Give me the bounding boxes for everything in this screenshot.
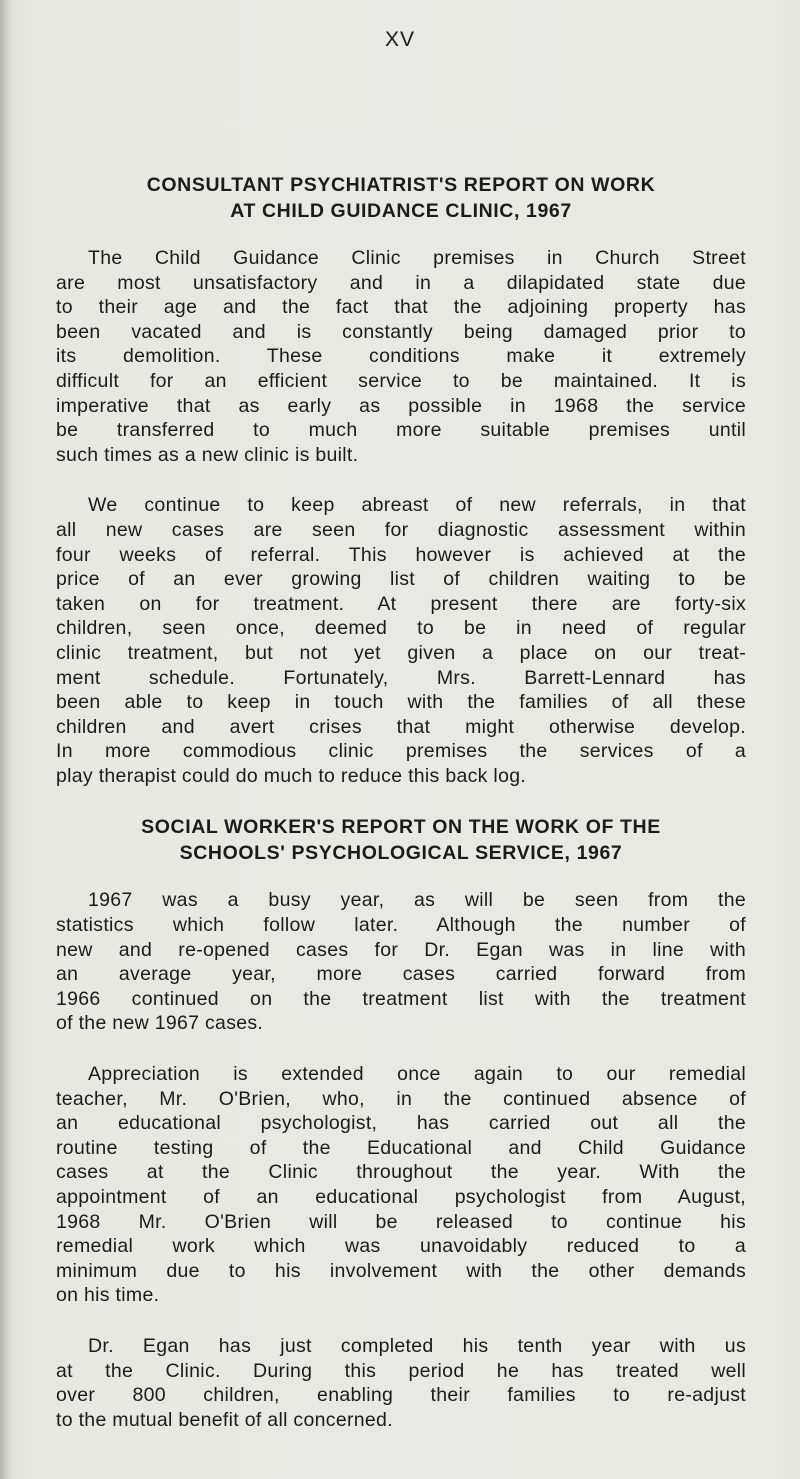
text-line: statistics which follow later. Although the number of [56, 914, 746, 937]
text-line: imperative that as early as possible in 1968 the service [56, 394, 746, 417]
text-line: 1966 continued on the treatment list with the treatment [56, 987, 746, 1010]
text-line: ment schedule. Fortunately, Mrs. Barrett-Lennard has [56, 666, 746, 689]
text-line: price of an ever growing list of children waiting to be [56, 568, 746, 591]
text-line: difficult for an efficient service to be maintained. It is [56, 369, 746, 392]
section-heading-psychiatrist [56, 172, 746, 224]
page-edge-shadow [0, 0, 10, 1479]
text-line: on his time. [56, 1284, 160, 1307]
text-line: to the mutual benefit of all concerned. [56, 1408, 393, 1431]
text-line: been able to keep in touch with the families of all these [56, 691, 746, 714]
heading-line: AT CHILD GUIDANCE CLINIC, 1967 [230, 200, 572, 222]
text-line: The Child Guidance Clinic premises in Church Street [88, 247, 746, 269]
heading-line: CONSULTANT PSYCHIATRIST'S REPORT ON WORK [146, 174, 656, 196]
page-number: XV [384, 28, 415, 51]
text-line: all new cases are seen for diagnostic assessment within [56, 518, 746, 541]
text-line: appointment of an educational psychologist from August, [56, 1186, 746, 1208]
text-line: teacher, Mr. O'Brien, who, in the continued absence of [56, 1087, 746, 1110]
paragraph-busy-year [56, 888, 746, 1036]
text-line: four weeks of referral. This however is achieved at the [56, 543, 746, 566]
text-line: Dr. Egan has just completed his tenth year with us [88, 1334, 746, 1357]
text-line: taken on for treatment. At present there are forty-six [56, 592, 746, 615]
text-line: children, seen once, deemed to be in need of regular [56, 617, 746, 640]
paragraph-dr-egan [56, 1334, 746, 1432]
section-heading-social-worker [56, 814, 746, 866]
text-line: such times as a new clinic is built. [56, 443, 359, 466]
text-line: cases at the Clinic throughout the year. With the [56, 1161, 746, 1184]
text-line: its demolition. These conditions make it extremely [56, 345, 746, 368]
text-line: We continue to keep abreast of new referrals, in that [88, 494, 746, 517]
text-line: an educational psychologist, has carried out all the [56, 1112, 746, 1135]
text-line: clinic treatment, but not yet given a place on our treat- [56, 641, 746, 664]
text-line: been vacated and is constantly being damaged prior to [56, 320, 746, 343]
paragraph-referrals [56, 493, 746, 788]
heading-line: SCHOOLS' PSYCHOLOGICAL SERVICE, 1967 [179, 842, 623, 865]
text-line: 1968 Mr. O'Brien will be released to continue his [56, 1210, 746, 1233]
text-line: minimum due to his involvement with the other demands [56, 1259, 746, 1282]
text-line: of the new 1967 cases. [56, 1012, 264, 1035]
report-content [56, 172, 746, 1432]
text-line: play therapist could do much to reduce this back log. [56, 764, 527, 787]
text-line: at the Clinic. During this period he has treated well [56, 1359, 746, 1382]
text-line: children and avert crises that might otherwise develop. [56, 715, 746, 738]
text-line: to their age and the fact that the adjoining property has [56, 296, 746, 319]
paragraph-appreciation [56, 1062, 746, 1308]
text-line: an average year, more cases carried forward from [56, 963, 746, 986]
text-line: routine testing of the Educational and Child Guidance [56, 1136, 746, 1159]
text-line: new and re-opened cases for Dr. Egan was in line with [56, 938, 746, 961]
text-line: 1967 was a busy year, as will be seen from the [88, 889, 746, 912]
text-line: over 800 children, enabling their families to re-adjust [56, 1384, 746, 1407]
text-line: are most unsatisfactory and in a dilapidated state due [56, 271, 746, 294]
paragraph-clinic-premises [56, 246, 746, 467]
text-line: Appreciation is extended once again to our remedial [88, 1063, 746, 1086]
heading-line: SOCIAL WORKER'S REPORT ON THE WORK OF THE [141, 816, 661, 839]
text-line: remedial work which was unavoidably reduced to a [56, 1235, 746, 1258]
text-line: In more commodious clinic premises the services of a [56, 740, 746, 763]
text-line: be transferred to much more suitable premises until [56, 419, 746, 442]
